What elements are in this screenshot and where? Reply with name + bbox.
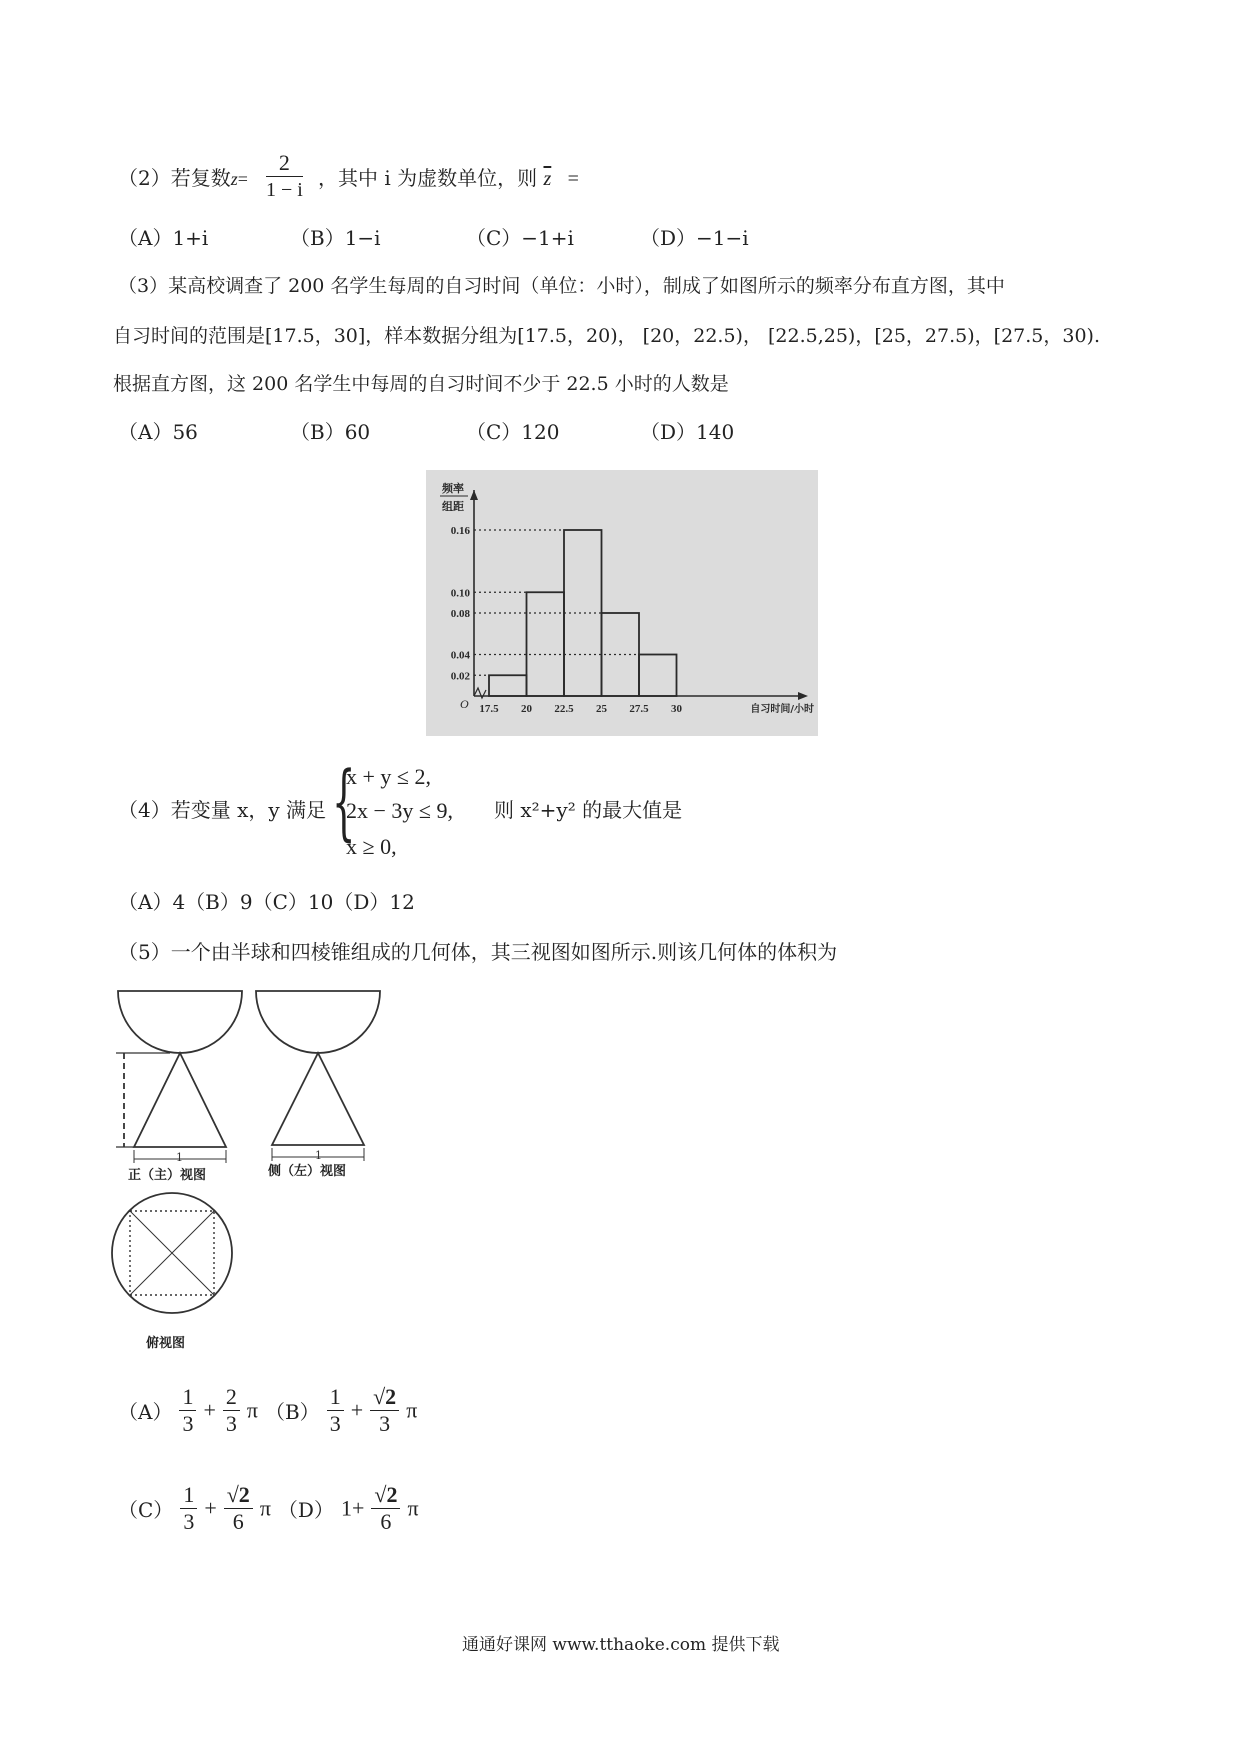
x-tick-label: 27.5 <box>629 703 649 715</box>
y-label-top: 频率 <box>442 482 464 495</box>
histogram-chart <box>426 470 818 736</box>
q4-brace: { <box>332 755 356 850</box>
q4-ineq-3: x ≥ 0, <box>346 834 397 859</box>
y-tick-label: 0.02 <box>450 670 470 683</box>
q5-c-frac-2: $\frac{√2}{6}$ <box>224 1482 253 1535</box>
q5-option-d-label: （D） <box>277 1498 334 1522</box>
q4-prefix: （4）若变量 x，y 满足 <box>118 798 327 822</box>
q5-option-c-label: （C） <box>118 1498 174 1522</box>
q2-option-b: （B）1−i <box>290 226 381 250</box>
page-footer: 通通好课网 www.tthaoke.com 提供下载 <box>462 1635 780 1655</box>
q3-option-a: （A）56 <box>118 420 198 444</box>
q5-option-b-label: （B） <box>264 1400 320 1424</box>
x-tick-label: 20 <box>521 703 532 715</box>
q2-line <box>118 166 248 191</box>
q2-prefix: （2）若复数 <box>118 166 231 190</box>
q2-frac-num: 2 <box>266 150 303 177</box>
origin-label: O <box>460 697 469 711</box>
side-view-figure <box>256 991 380 1161</box>
q2-option-c: （C）−1+i <box>466 226 574 250</box>
q4-ineq-1: x + y ≤ 2, <box>346 764 431 789</box>
q5-a-pi: π <box>246 1397 258 1423</box>
q3-line-3: 根据直方图，这 200 名学生中每周的自习时间不少于 22.5 小时的人数是 <box>113 373 729 395</box>
q5-b-frac-2: $\frac{√2}{3}$ <box>370 1384 399 1437</box>
histogram-bar <box>527 592 565 696</box>
q5-a-plus: + <box>203 1397 216 1423</box>
x-axis-label: 自习时间/小时 <box>750 704 814 715</box>
q3-option-c: （C）120 <box>466 420 560 444</box>
front-dim-label: 1 <box>176 1151 183 1164</box>
y-tick-label: 0.08 <box>450 608 470 620</box>
q5-d-frac: $\frac{√2}{6}$ <box>371 1482 400 1535</box>
q2-end: = <box>567 168 579 190</box>
q2-frac-den: 1 − i <box>266 179 303 201</box>
q5-b-pi: π <box>406 1397 418 1423</box>
q5-c-plus: + <box>204 1495 217 1521</box>
q4-options: （A）4（B）9（C）10（D）12 <box>118 890 415 914</box>
q5-b-plus: + <box>350 1397 364 1423</box>
q2-option-d: （D）−1−i <box>640 226 749 250</box>
x-axis-arrow <box>798 692 808 700</box>
histogram-bar <box>489 675 527 696</box>
x-tick-label: 17.5 <box>479 703 499 715</box>
q5-d-pi: π <box>407 1495 419 1521</box>
front-view-caption: 正（主）视图 <box>128 1168 207 1183</box>
q5-stem: （5）一个由半球和四棱锥组成的几何体，其三视图如图所示.则该几何体的体积为 <box>118 940 838 964</box>
three-view-drawing <box>110 985 410 1335</box>
y-tick-label: 0.16 <box>450 525 470 537</box>
q3-line-2: 自习时间的范围是[17.5，30]，样本数据分组为[17.5，20)， [20，22.5)， [22.5,25)，[25，27.5)，[27.5，30). <box>113 325 1100 347</box>
q3-option-b: （B）60 <box>290 420 371 444</box>
q5-d-one: 1 <box>340 1495 352 1521</box>
q5-option-a-label: （A） <box>118 1400 173 1424</box>
q4-mid: 则 x²+y² 的最大值是 <box>494 798 683 822</box>
q2-option-a: （A）1+i <box>118 226 209 250</box>
q5-c-pi: π <box>259 1495 271 1521</box>
side-view-caption: 侧（左）视图 <box>268 1164 347 1179</box>
q3-line-1: （3）某高校调查了 200 名学生每周的自习时间（单位：小时），制成了如图所示的频率分布直方图，其中 <box>118 275 1005 297</box>
y-axis-arrow <box>470 490 478 500</box>
q2-suffix: ，其中 i 为虚数单位，则 <box>318 166 538 190</box>
q5-a-frac-2: $\frac{2}{3}$ <box>223 1384 240 1437</box>
q4-ineq-2: 2x − 3y ≤ 9, <box>346 798 453 823</box>
q2-z: z <box>230 169 238 189</box>
x-tick-label: 22.5 <box>554 703 574 715</box>
q5-d-plus: + <box>351 1495 365 1521</box>
q5-options-ab <box>118 1384 417 1437</box>
q2-suffix-line <box>318 166 579 191</box>
q5-a-frac-1: $\frac{1}{3}$ <box>179 1384 196 1437</box>
q2-zbar: $\overline{z}$ <box>543 168 552 190</box>
q5-options-cd <box>118 1482 419 1535</box>
x-tick-label: 30 <box>671 703 682 715</box>
x-tick-label: 25 <box>596 703 607 715</box>
front-view-figure <box>116 991 242 1163</box>
top-view-figure <box>112 1193 232 1313</box>
q2-eq: = <box>237 169 248 189</box>
q5-b-frac-1: $\frac{1}{3}$ <box>327 1384 344 1437</box>
y-tick-label: 0.04 <box>450 649 470 662</box>
q2-fraction <box>266 150 303 203</box>
side-dim-label: 1 <box>315 1149 322 1162</box>
y-tick-label: 0.10 <box>450 587 470 600</box>
y-label-bottom: 组距 <box>442 500 464 513</box>
histogram-bar <box>639 655 677 697</box>
top-view-caption: 俯视图 <box>146 1336 186 1351</box>
q3-option-d: （D）140 <box>640 420 735 444</box>
q5-c-frac-1: $\frac{1}{3}$ <box>180 1482 197 1535</box>
